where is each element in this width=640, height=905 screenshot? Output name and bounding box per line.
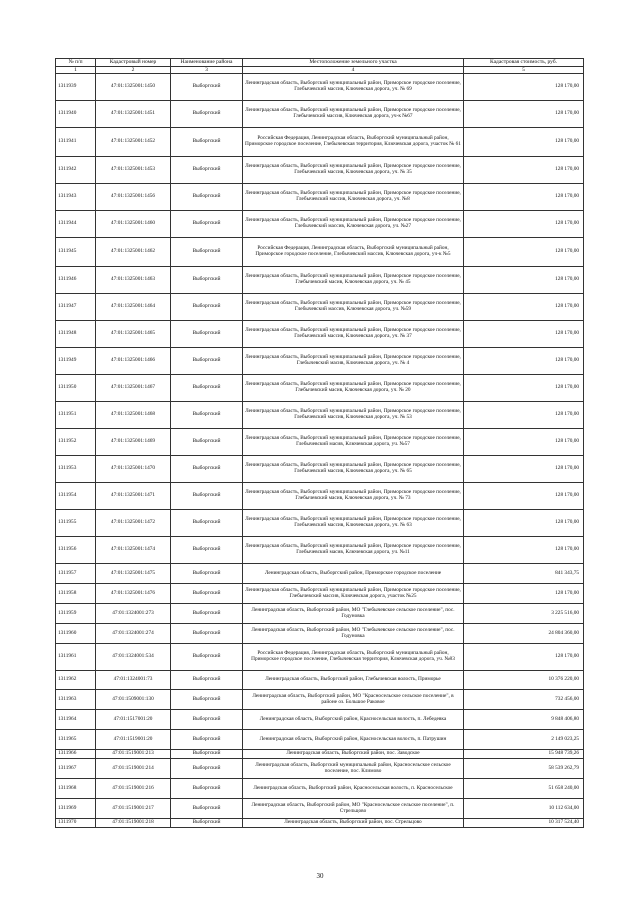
cadastral-number-cell: 47:01:1325001:1471 [96, 483, 171, 510]
location-cell: Ленинградская область, Выборгский район, пос. Стрельцово [243, 819, 464, 828]
table-row [56, 799, 584, 819]
district-cell: Выборгский [171, 730, 243, 750]
table-row [56, 128, 584, 157]
cadastral-number-cell: 47:01:1519001:213 [96, 750, 171, 759]
location-cell: Ленинградская область, Выборгский муниципальный район, Приморское городское поселение, Глебычевский масив, Ключевская дорога, уч. № 4 [243, 348, 464, 375]
cadastral-number-cell: 47:01:1509001:130 [96, 690, 171, 710]
table-row [56, 101, 584, 128]
district-cell: Выборгский [171, 537, 243, 564]
district-cell: Выборгский [171, 375, 243, 402]
district-cell: Выборгский [171, 624, 243, 644]
cadastral-number-cell: 47:01:1325001:1456 [96, 184, 171, 211]
cadastral-number-cell: 47:01:1325001:1453 [96, 157, 171, 184]
cadastral-cost-cell: 841 343,75 [464, 564, 584, 584]
location-cell: Ленинградская область, Выборгский муниципальный район, Приморское городское поселение, Глебычевский массив, Ключевская дорога, уч-к №67 [243, 101, 464, 128]
cadastral-cost-cell: 128 170,00 [464, 267, 584, 294]
location-cell: Ленинградская область, Выборгский район, Глебычевская волость, Приморье [243, 671, 464, 690]
table-row [56, 211, 584, 238]
row-number-cell: 1311947 [56, 294, 96, 321]
location-cell: Ленинградская область, Выборгский муниципальный район, Приморское городское поселение, Глебычевский массив, Ключевская дорога, уч. № 63 [243, 510, 464, 537]
district-cell: Выборгский [171, 483, 243, 510]
cadastral-number-cell: 47:01:1517001:20 [96, 710, 171, 730]
location-cell: Ленинградская область, Выборгский муниципальный район, Красносельское сельское поселение, пос. Климово [243, 759, 464, 779]
location-cell: Ленинградская область, Выборгский муниципальный район, Приморское городское поселение, Глебычевский массив, Ключевская дорога, уч. № 53 [243, 402, 464, 429]
district-cell: Выборгский [171, 819, 243, 828]
row-number-cell: 1311953 [56, 456, 96, 483]
cadastral-cost-cell: 732 456,00 [464, 690, 584, 710]
cadastral-number-cell: 47:01:1325001:1466 [96, 348, 171, 375]
column-number: 1 [56, 67, 96, 74]
header-cadastral-cost: Кадастровая стоимость, руб. [464, 59, 584, 67]
table-row [56, 429, 584, 456]
cadastral-cost-cell: 10 376 220,00 [464, 671, 584, 690]
location-cell: Ленинградская область, Выборгский муниципальный район, Приморское городское поселение, Глебычевский массив, Ключевская дорога, уч. №27 [243, 211, 464, 238]
location-cell: Ленинградская область, Выборгский муниципальный район, Приморское городское поселение, Глебычевский массив, Ключевская дорога, уч. №59 [243, 294, 464, 321]
table-row [56, 184, 584, 211]
cadastral-cost-cell: 128 170,00 [464, 211, 584, 238]
row-number-cell: 1311962 [56, 671, 96, 690]
location-cell: Ленинградская область, Выборгский район, пос. Заводское [243, 750, 464, 759]
row-number-cell: 1311949 [56, 348, 96, 375]
district-cell: Выборгский [171, 671, 243, 690]
cadastral-number-cell: 47:01:1325001:1464 [96, 294, 171, 321]
cadastral-number-cell: 47:01:1324001:534 [96, 644, 171, 671]
row-number-cell: 1311957 [56, 564, 96, 584]
district-cell: Выборгский [171, 321, 243, 348]
row-number-cell: 1311952 [56, 429, 96, 456]
cadastral-number-cell: 47:01:1325001:1472 [96, 510, 171, 537]
row-number-cell: 1311942 [56, 157, 96, 184]
table-row [56, 624, 584, 644]
location-cell: Ленинградская область, Выборгский район, Красносельская волость, п. Красносельское [243, 779, 464, 799]
district-cell: Выборгский [171, 294, 243, 321]
row-number-cell: 1311943 [56, 184, 96, 211]
district-cell: Выборгский [171, 211, 243, 238]
row-number-cell: 1311966 [56, 750, 96, 759]
table-row [56, 671, 584, 690]
location-cell: Ленинградская область, Выборгский район, Приморское городское поселение [243, 564, 464, 584]
cadastral-cost-cell: 51 658 240,00 [464, 779, 584, 799]
location-cell: Ленинградская область, Выборгский муниципальный район, Приморское городское поселение, Глебычевский масив, Ключевская дорога, уч. № 73 [243, 483, 464, 510]
cadastral-cost-cell: 2 149 023,25 [464, 730, 584, 750]
table-row [56, 750, 584, 759]
header-district-name: Наименование района [171, 59, 243, 67]
row-number-cell: 1311950 [56, 375, 96, 402]
cadastral-cost-cell: 128 170,00 [464, 157, 584, 184]
row-number-cell: 1311939 [56, 74, 96, 101]
row-number-cell: 1311948 [56, 321, 96, 348]
table-row [56, 759, 584, 779]
cadastral-cost-cell: 3 225 516,00 [464, 604, 584, 624]
district-cell: Выборгский [171, 510, 243, 537]
row-number-cell: 1311969 [56, 799, 96, 819]
cadastral-cost-cell: 128 170,00 [464, 584, 584, 604]
cadastral-number-cell: 47:01:1324001:273 [96, 604, 171, 624]
table-row [56, 456, 584, 483]
column-number: 4 [243, 67, 464, 74]
table-row [56, 510, 584, 537]
district-cell: Выборгский [171, 759, 243, 779]
cadastral-number-cell: 47:01:1325001:1451 [96, 101, 171, 128]
district-cell: Выборгский [171, 238, 243, 267]
district-cell: Выборгский [171, 779, 243, 799]
row-number-cell: 1311967 [56, 759, 96, 779]
cadastral-cost-cell: 10 112 634,00 [464, 799, 584, 819]
cadastral-cost-cell: 15 948 739,26 [464, 750, 584, 759]
table-row [56, 710, 584, 730]
table-row [56, 690, 584, 710]
cadastral-number-cell: 47:01:1324001:274 [96, 624, 171, 644]
location-cell: Ленинградская область, Выборгский район, МО "Красносельское сельское поселение", п. Стрельцово [243, 799, 464, 819]
cadastral-number-cell: 47:01:1325001:1475 [96, 564, 171, 584]
cadastral-cost-cell: 128 170,00 [464, 101, 584, 128]
header-row-number: № п/п [56, 59, 96, 67]
location-cell: Ленинградская область, Выборгский муниципальный район, Приморское городское поселение, Глебычевский массив, Ключевская дорога, участок №25 [243, 584, 464, 604]
location-cell: Ленинградская область, Выборгский район, Красносельская волость, п. Лебедевка [243, 710, 464, 730]
district-cell: Выборгский [171, 402, 243, 429]
cadastral-cost-cell: 128 170,00 [464, 184, 584, 211]
district-cell: Выборгский [171, 157, 243, 184]
cadastral-number-cell: 47:01:1325001:1465 [96, 321, 171, 348]
table-row [56, 375, 584, 402]
row-number-cell: 1311958 [56, 584, 96, 604]
cadastral-number-cell: 47:01:1325001:1462 [96, 238, 171, 267]
cadastral-number-cell: 47:01:1325001:1463 [96, 267, 171, 294]
location-cell: Ленинградская область, Выборгский муниципальный район, Приморское городское поселение, Глебычевский массив, Ключевская дорога, уч. № 35 [243, 157, 464, 184]
row-number-cell: 1311963 [56, 690, 96, 710]
location-cell: Российская Федерация, Ленинградская область, Выборгский муниципальный район, Приморское городское поселение, Глебычевская территория, Ключевская дорога, уч. №83 [243, 644, 464, 671]
cadastral-number-cell: 47:01:1325001:1476 [96, 584, 171, 604]
row-number-cell: 1311970 [56, 819, 96, 828]
cadastral-cost-cell: 128 170,00 [464, 74, 584, 101]
row-number-cell: 1311944 [56, 211, 96, 238]
location-cell: Ленинградская область, Выборгский район, МО "Глебычевское сельское поселение", пос. Годуновка [243, 604, 464, 624]
district-cell: Выборгский [171, 184, 243, 211]
cadastral-number-cell: 47:01:1325001:1467 [96, 375, 171, 402]
table-row [56, 267, 584, 294]
location-cell: Ленинградская область, Выборгский муниципальный район, Приморское городское поселение, Глебычевский массив, Ключевская дорога, уч. № 69 [243, 74, 464, 101]
cadastral-number-cell: 47:01:1325001:1460 [96, 211, 171, 238]
table-row [56, 584, 584, 604]
cadastral-cost-cell: 24 804 360,00 [464, 624, 584, 644]
table-header-row [56, 59, 584, 67]
table-row [56, 779, 584, 799]
cadastral-value-table [55, 58, 584, 828]
district-cell: Выборгский [171, 644, 243, 671]
district-cell: Выборгский [171, 348, 243, 375]
cadastral-cost-cell: 128 170,00 [464, 375, 584, 402]
column-number: 5 [464, 67, 584, 74]
table-row [56, 74, 584, 101]
cadastral-number-cell: 47:01:1519001:217 [96, 799, 171, 819]
row-number-cell: 1311959 [56, 604, 96, 624]
district-cell: Выборгский [171, 267, 243, 294]
cadastral-cost-cell: 128 170,00 [464, 348, 584, 375]
row-number-cell: 1311946 [56, 267, 96, 294]
table-row [56, 730, 584, 750]
cadastral-number-cell: 47:01:1325001:1469 [96, 429, 171, 456]
district-cell: Выборгский [171, 74, 243, 101]
district-cell: Выборгский [171, 750, 243, 759]
table-row [56, 157, 584, 184]
district-cell: Выборгский [171, 584, 243, 604]
cadastral-cost-cell: 128 170,00 [464, 537, 584, 564]
row-number-cell: 1311965 [56, 730, 96, 750]
cadastral-cost-cell: 128 170,00 [464, 321, 584, 348]
district-cell: Выборгский [171, 564, 243, 584]
location-cell: Российская Федерация, Ленинградская область, Выборгский муниципальный район, Приморское городское поселение, Глебычевский массив, Ключевская дорога, уч-к №5 [243, 238, 464, 267]
cadastral-number-cell: 47:01:1325001:1452 [96, 128, 171, 157]
cadastral-number-cell: 47:01:1519001:20 [96, 730, 171, 750]
table-row [56, 321, 584, 348]
row-number-cell: 1311961 [56, 644, 96, 671]
column-number: 3 [171, 67, 243, 74]
cadastral-number-cell: 47:01:1325001:1468 [96, 402, 171, 429]
location-cell: Ленинградская область, Выборгский муниципальный район, Приморское городское поселение, Глебычевский масив, Ключевская дорога, уч. № 45 [243, 267, 464, 294]
page-number: 30 [316, 872, 324, 880]
location-cell: Ленинградская область, Выборгский муниципальный район, Приморское городское поселение, Глебычевский массив, Ключевская дорога, уч. № 65 [243, 456, 464, 483]
row-number-cell: 1311951 [56, 402, 96, 429]
row-number-cell: 1311941 [56, 128, 96, 157]
cadastral-cost-cell: 128 170,00 [464, 238, 584, 267]
table-row [56, 819, 584, 828]
cadastral-cost-cell: 128 170,00 [464, 510, 584, 537]
row-number-cell: 1311964 [56, 710, 96, 730]
column-number: 2 [96, 67, 171, 74]
table-row [56, 644, 584, 671]
table-row [56, 348, 584, 375]
cadastral-cost-cell: 128 170,00 [464, 128, 584, 157]
cadastral-number-cell: 47:01:1325001:1450 [96, 74, 171, 101]
cadastral-number-cell: 47:01:1519001:216 [96, 779, 171, 799]
table-row [56, 604, 584, 624]
location-cell: Ленинградская область, Выборгский муниципальный район, Приморское городское поселение, Глебычевский масив, Ключевская дорога, уч. №11 [243, 537, 464, 564]
cadastral-number-cell: 47:01:1324001:73 [96, 671, 171, 690]
location-cell: Ленинградская область, Выборгский муниципальный район, Приморское городское поселение, Глебычевский массив, Ключевская дорога, уч. №8 [243, 184, 464, 211]
location-cell: Ленинградская область, Выборгский район, МО "Глебычевское сельское поселение", пос. Годуновка [243, 624, 464, 644]
cadastral-number-cell: 47:01:1519001:218 [96, 819, 171, 828]
table-row [56, 564, 584, 584]
row-number-cell: 1311954 [56, 483, 96, 510]
district-cell: Выборгский [171, 456, 243, 483]
location-cell: Ленинградская область, Выборгский район, МО "Красносельское сельское поселение", в районе оз. Большое Раковое [243, 690, 464, 710]
row-number-cell: 1311945 [56, 238, 96, 267]
row-number-cell: 1311968 [56, 779, 96, 799]
header-cadastral-number: Кадастровый номер [96, 59, 171, 67]
table-row [56, 294, 584, 321]
header-location: Местоположение земельного участка [243, 59, 464, 67]
table-row [56, 483, 584, 510]
cadastral-cost-cell: 58 539 262,79 [464, 759, 584, 779]
cadastral-number-cell: 47:01:1519001:214 [96, 759, 171, 779]
district-cell: Выборгский [171, 690, 243, 710]
row-number-cell: 1311956 [56, 537, 96, 564]
district-cell: Выборгский [171, 710, 243, 730]
cadastral-cost-cell: 128 170,00 [464, 294, 584, 321]
cadastral-cost-cell: 10 317 524,40 [464, 819, 584, 828]
district-cell: Выборгский [171, 128, 243, 157]
district-cell: Выборгский [171, 604, 243, 624]
row-number-cell: 1311960 [56, 624, 96, 644]
location-cell: Российская Федерация, Ленинградская область, Выборгский муниципальный район, Приморское городское поселение, Глебычевская территория, Ключевская дорога, участок № 61 [243, 128, 464, 157]
column-number-row [56, 67, 584, 74]
cadastral-cost-cell: 128 170,00 [464, 483, 584, 510]
cadastral-cost-cell: 9 848 406,80 [464, 710, 584, 730]
location-cell: Ленинградская область, Выборгский муниципальный район, Приморское городское поселение, Глебычевский массив, Ключевская дорога, уч. № 37 [243, 321, 464, 348]
row-number-cell: 1311955 [56, 510, 96, 537]
row-number-cell: 1311940 [56, 101, 96, 128]
cadastral-cost-cell: 128 170,00 [464, 644, 584, 671]
cadastral-cost-cell: 128 170,00 [464, 429, 584, 456]
cadastral-number-cell: 47:01:1325001:1474 [96, 537, 171, 564]
table-row [56, 238, 584, 267]
table-body [56, 74, 584, 828]
location-cell: Ленинградская область, Выборгский район, Красносельская волость, п. Патрушин [243, 730, 464, 750]
table-row [56, 402, 584, 429]
table-row [56, 537, 584, 564]
cadastral-cost-cell: 128 170,00 [464, 402, 584, 429]
cadastral-number-cell: 47:01:1325001:1470 [96, 456, 171, 483]
location-cell: Ленинградская область, Выборгский муниципальный район, Приморское городское поселение, Глебычевский масив, Ключевская дорога, уч. № 20 [243, 375, 464, 402]
district-cell: Выборгский [171, 101, 243, 128]
cadastral-cost-cell: 128 170,00 [464, 456, 584, 483]
district-cell: Выборгский [171, 429, 243, 456]
district-cell: Выборгский [171, 799, 243, 819]
location-cell: Ленинградская область, Выборгский муниципальный район, Приморское городское поселение, Глебычевский масив, Ключевская дорога, уч. №57 [243, 429, 464, 456]
